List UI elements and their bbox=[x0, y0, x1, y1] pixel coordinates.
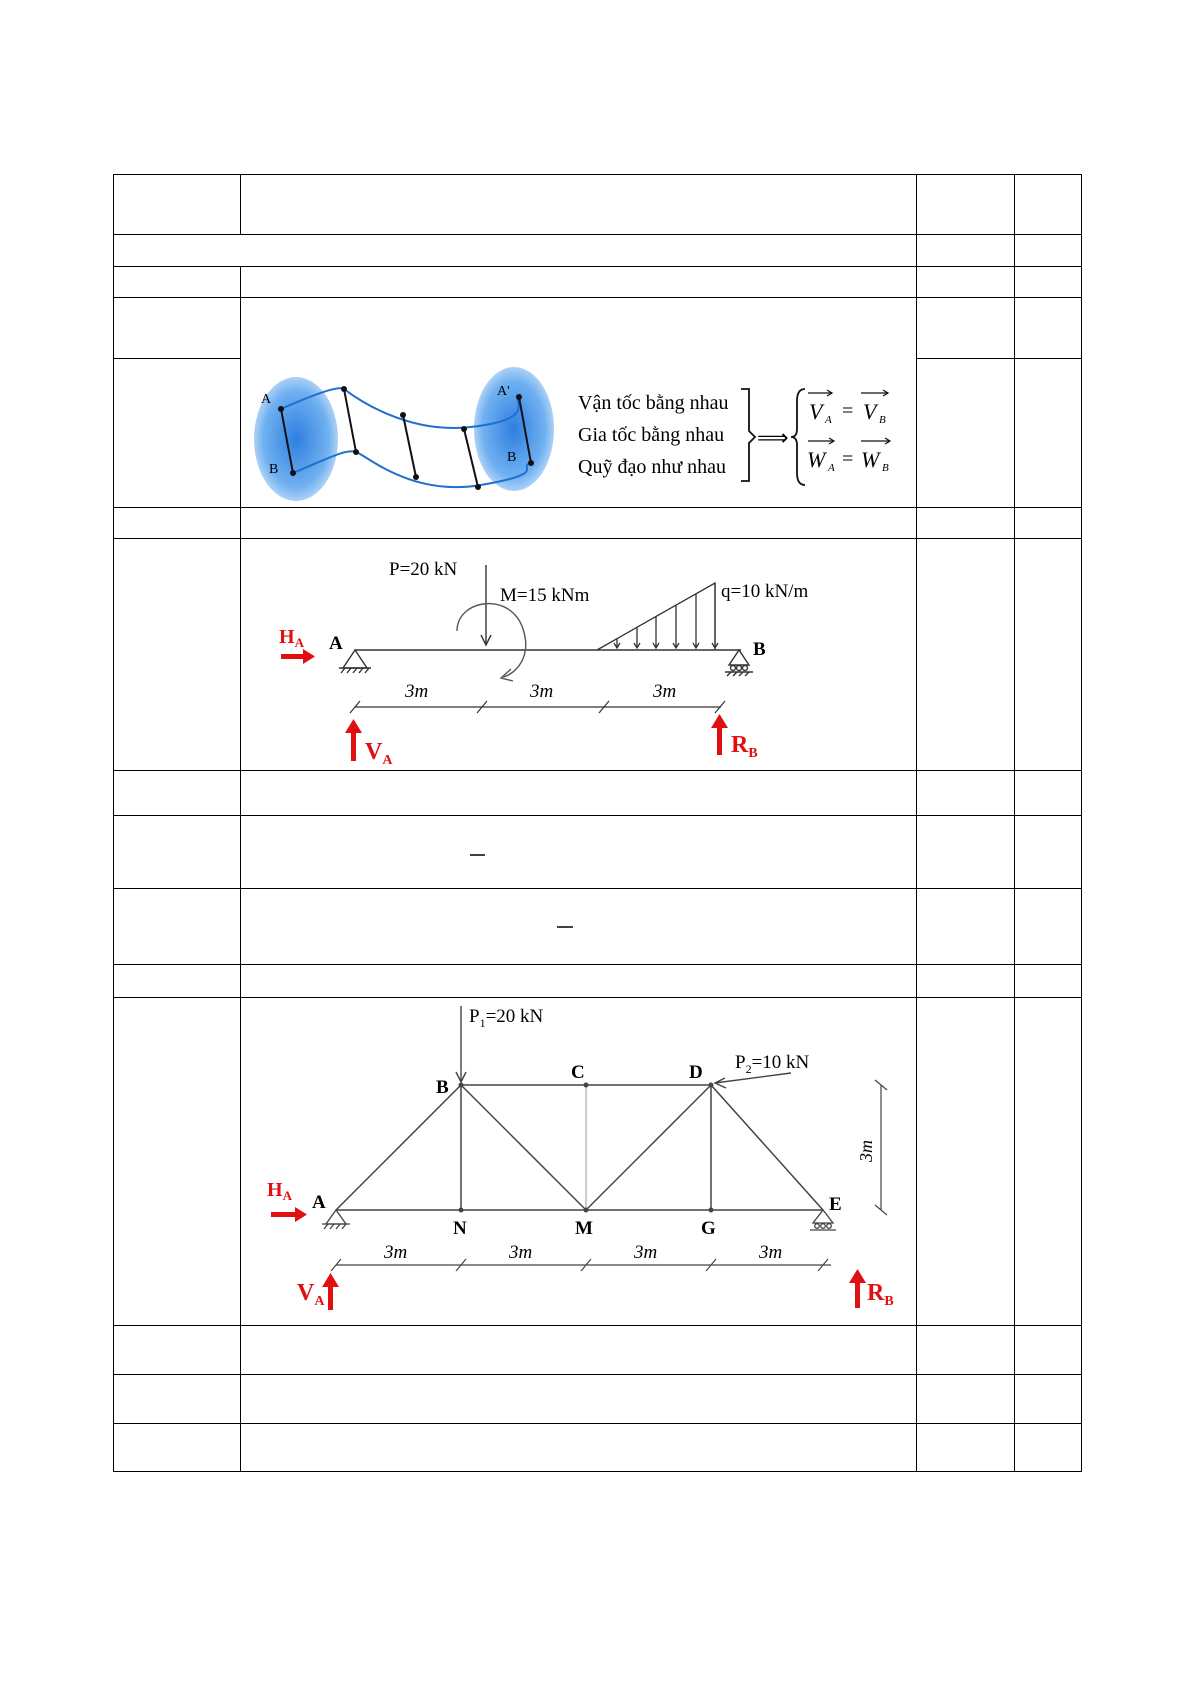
answer-table bbox=[113, 174, 1082, 1472]
span-label-1: 3m bbox=[405, 681, 429, 702]
acceleration-equation bbox=[807, 438, 890, 474]
pin-support-a bbox=[322, 1210, 350, 1229]
point-a-prime-label: A' bbox=[497, 384, 510, 399]
translation-figure-cell bbox=[241, 298, 917, 508]
table-row bbox=[114, 1375, 1082, 1424]
pin-support-a bbox=[339, 650, 371, 673]
height-label: 3m bbox=[856, 1140, 876, 1162]
reaction-h-a-arrow bbox=[281, 649, 315, 664]
node-g-label: G bbox=[701, 1218, 716, 1239]
header-cell bbox=[241, 175, 917, 235]
truss-figure bbox=[241, 998, 917, 1325]
reaction-v-a-arrow bbox=[345, 719, 362, 761]
header-cell bbox=[1015, 175, 1082, 235]
table-row bbox=[114, 889, 1082, 965]
body-blob-right bbox=[474, 367, 554, 491]
svg-text:B: B bbox=[879, 414, 886, 426]
height-dimension bbox=[875, 1080, 887, 1215]
table-row bbox=[114, 965, 1082, 998]
velocity-equation bbox=[808, 390, 888, 426]
load-p1-label: $P_1=20$ kN bbox=[469, 1006, 544, 1030]
header-cell bbox=[917, 175, 1015, 235]
point-b-prime-label: B bbox=[507, 450, 517, 465]
truss-members bbox=[336, 1085, 823, 1210]
translation-figure bbox=[241, 357, 917, 507]
svg-text:A: A bbox=[825, 414, 832, 426]
reaction-r-b-arrow bbox=[711, 714, 728, 755]
span-label-3: 3m bbox=[634, 1242, 658, 1263]
support-a-label: A bbox=[329, 633, 343, 654]
span-label-2: 3m bbox=[530, 681, 554, 702]
property-acceleration: Gia tốc bằng nhau bbox=[578, 424, 725, 446]
node-c-label: C bbox=[571, 1062, 585, 1083]
support-b-label: B bbox=[753, 639, 766, 660]
reaction-r-b-label: $R_B$ bbox=[731, 732, 758, 761]
formula-fragment bbox=[241, 891, 917, 963]
note-cell bbox=[1015, 235, 1082, 267]
node-b-label: B bbox=[436, 1077, 449, 1098]
span-label-1: 3m bbox=[384, 1242, 408, 1263]
table-row bbox=[114, 1424, 1082, 1472]
node-m-label: M bbox=[575, 1218, 593, 1239]
reaction-v-a-label: $V_A$ bbox=[297, 1280, 325, 1309]
reaction-r-b-label: $R_B$ bbox=[867, 1280, 894, 1309]
formula-cell bbox=[241, 816, 917, 889]
section-row bbox=[114, 235, 1082, 267]
distributed-load-q bbox=[597, 583, 718, 650]
svg-text:W: W bbox=[861, 447, 880, 472]
svg-text:=: = bbox=[842, 400, 854, 422]
svg-text:W: W bbox=[807, 447, 826, 472]
point-b-label: B bbox=[269, 462, 279, 477]
span-label-3: 3m bbox=[653, 681, 677, 702]
node-e-label: E bbox=[829, 1194, 842, 1215]
reaction-r-b-arrow bbox=[849, 1269, 866, 1308]
reaction-h-a-label: $H_A$ bbox=[279, 626, 304, 650]
beam-figure-cell bbox=[241, 539, 917, 771]
truss-figure-cell bbox=[241, 998, 917, 1326]
header-cell bbox=[114, 175, 241, 235]
node-d-label: D bbox=[689, 1062, 703, 1083]
span-label-4: 3m bbox=[759, 1242, 783, 1263]
load-p2-label: $P_2=10$ kN bbox=[735, 1052, 810, 1076]
formula-cell bbox=[241, 889, 917, 965]
svg-text:B: B bbox=[882, 462, 889, 474]
span-label-2: 3m bbox=[509, 1242, 533, 1263]
load-p2-arrow bbox=[715, 1073, 791, 1088]
svg-text:V: V bbox=[809, 399, 823, 424]
svg-text:V: V bbox=[863, 399, 877, 424]
reaction-v-a-label: $V_A$ bbox=[365, 739, 393, 768]
roller-support-b bbox=[725, 650, 753, 676]
load-p1-arrow bbox=[456, 1006, 466, 1082]
point-a-label: A bbox=[261, 392, 272, 407]
load-q-label: q=10 kN/m bbox=[721, 581, 809, 602]
table-row bbox=[114, 998, 1082, 1326]
section-cell bbox=[114, 235, 917, 267]
moment-m-arc bbox=[457, 604, 526, 677]
svg-text:=: = bbox=[842, 448, 854, 470]
node-n-label: N bbox=[453, 1218, 467, 1239]
table-row bbox=[114, 267, 1082, 298]
score-cell bbox=[917, 235, 1015, 267]
implies-arrow: ⟹ bbox=[757, 425, 789, 450]
span-dimension-line bbox=[350, 701, 725, 713]
table-header-row bbox=[114, 175, 1082, 235]
reaction-h-a-label: $H_A$ bbox=[267, 1179, 292, 1203]
table-row bbox=[114, 298, 1082, 359]
table-row bbox=[114, 508, 1082, 539]
reaction-v-a-arrow bbox=[322, 1273, 339, 1310]
reaction-h-a-arrow bbox=[271, 1207, 307, 1222]
left-brace bbox=[791, 389, 805, 485]
node-a-label: A bbox=[312, 1192, 326, 1213]
point-load-p bbox=[481, 565, 491, 645]
right-bracket bbox=[741, 389, 755, 481]
property-velocity: Vận tốc bằng nhau bbox=[578, 392, 729, 414]
table-row bbox=[114, 816, 1082, 889]
beam-figure bbox=[241, 539, 917, 770]
formula-fragment bbox=[241, 817, 917, 887]
property-trajectory: Quỹ đạo như nhau bbox=[578, 456, 727, 478]
table-row bbox=[114, 1326, 1082, 1375]
moment-m-label: M=15 kNm bbox=[500, 585, 590, 606]
table-row bbox=[114, 539, 1082, 771]
load-p-label: P=20 kN bbox=[389, 559, 458, 580]
svg-text:A: A bbox=[828, 462, 835, 474]
table-row bbox=[114, 771, 1082, 816]
